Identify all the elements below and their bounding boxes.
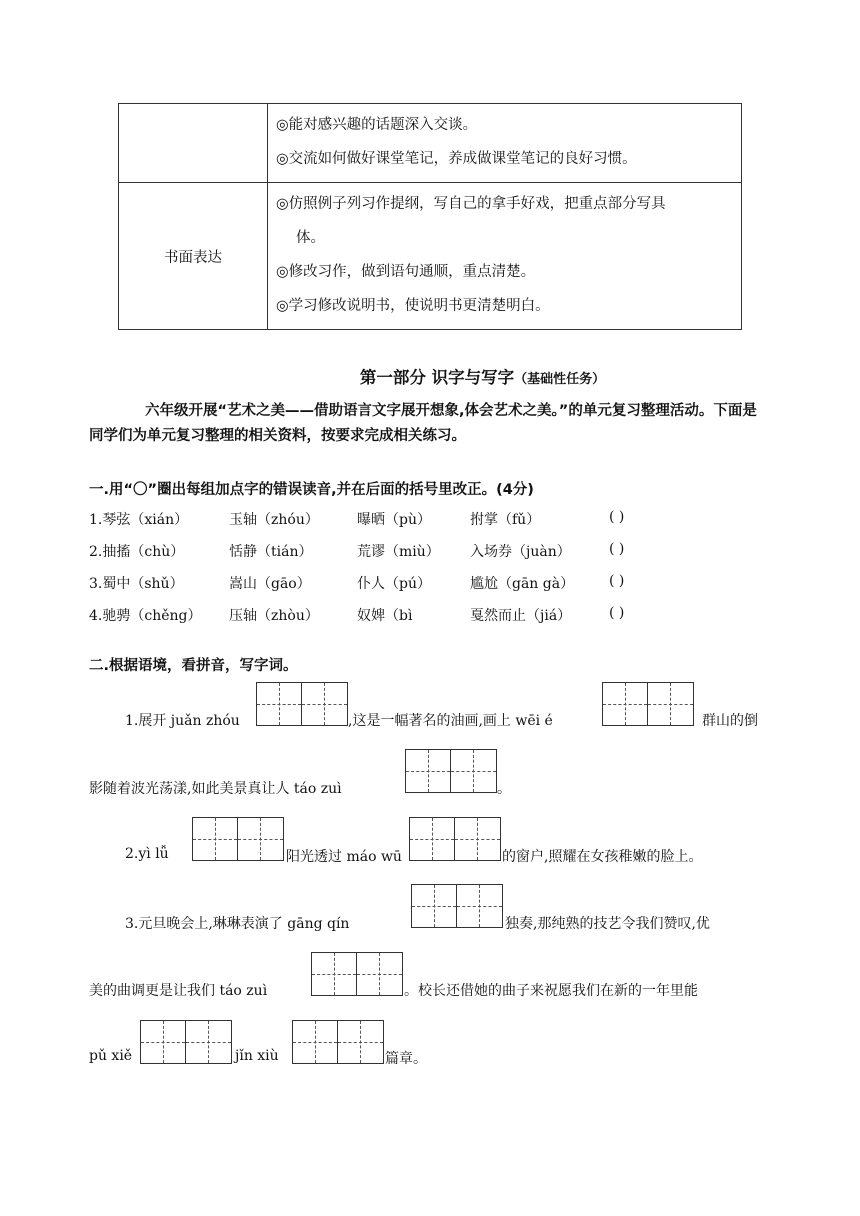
tianzige-writing-grid[interactable] [292,1020,384,1064]
q1-heading: 一.用“〇”圈出每组加点字的错误读音,并在后面的括号里改正。(4分) [89,482,534,498]
q1-item: 拊掌（fǔ） [470,512,541,528]
goal-item: ◎修改习作，做到语句通顺，重点清楚。 [276,264,536,280]
table-row [119,183,742,330]
q2-text: 。 [497,781,511,797]
q2-text: 的窗户,照耀在女孩稚嫩的脸上。 [502,849,703,865]
section-subtitle: （基础性任务） [514,372,606,387]
q2-text: 3.元旦晚会上,琳琳表演了 gāng qín [125,916,350,932]
section-title-text: 第一部分 识字与写字 [359,368,515,387]
q1-item: 仆人（pú） [357,576,431,592]
goal-item: ◎交流如何做好课堂笔记，养成做课堂笔记的良好习惯。 [276,151,637,167]
q2-text: pǔ xiě [89,1048,133,1064]
table-row [119,104,742,183]
q1-item: 荒谬（miù） [357,544,440,560]
tianzige-writing-grid[interactable] [192,817,284,861]
goal-item: ◎学习修改说明书，使说明书更清楚明白。 [276,298,550,314]
q1-item: 1.琴弦（xián） [89,512,189,528]
q2-text: ,这是一幅著名的油画,画上 wēi é [348,713,553,729]
section-title [0,364,860,388]
q2-text: jǐn xiù [235,1048,279,1064]
section-intro: 六年级开展“艺术之美——借助语言文字展开想象,体会艺术之美。”的单元复习整理活动。下面是同学们为单元复习整理的相关资料，按要求完成相关练习。 [89,403,757,444]
q2-text: 阳光透过 máo wū [286,849,402,865]
table-category [119,104,268,183]
goals-table [118,103,742,330]
tianzige-writing-grid[interactable] [409,817,501,861]
q2-text: 篇章。 [385,1051,427,1067]
q2-text: 影随着波光荡漾,如此美景真让人 táo zuì [89,781,342,797]
q2-text: 1.展开 juǎn zhóu [125,713,240,729]
q2-text: 群山的倒 [702,713,758,729]
q1-item: 戛然而止（jiá） [470,608,572,624]
q1-item: 4.驰骋（chěng） [89,608,202,624]
answer-parentheses[interactable]: ( ) [609,605,625,621]
q2-text: 独奏,那纯熟的技艺令我们赞叹,优 [505,916,710,932]
q1-item: 3.蜀中（shǔ） [89,576,184,592]
answer-parentheses[interactable]: ( ) [609,573,625,589]
q1-item: 压轴（zhòu） [229,608,319,624]
q1-item: 嵩山（gāo） [229,576,311,592]
tianzige-writing-grid[interactable] [311,952,403,996]
table-category: 书面表达 [119,183,268,330]
q1-item: 恬静（tián） [229,544,313,560]
tianzige-writing-grid[interactable] [411,884,503,928]
tianzige-writing-grid[interactable] [140,1020,232,1064]
tianzige-writing-grid[interactable] [405,749,497,793]
q2-text: 2.yì lǚ [125,846,169,862]
answer-parentheses[interactable]: ( ) [609,509,625,525]
q2-text: 美的曲调更是让我们 táo zuì [89,983,268,999]
q1-item: 曝晒（pù） [357,512,431,528]
goal-item: ◎能对感兴趣的话题深入交谈。 [276,117,478,133]
goal-item: 体。 [296,230,325,246]
answer-parentheses[interactable]: ( ) [609,541,625,557]
q1-item: 2.抽搐（chù） [89,544,185,560]
q2-text: 。校长还借她的曲子来祝愿我们在新的一年里能 [404,983,698,999]
q1-item: 玉轴（zhóu） [229,512,319,528]
q1-item: 入场券（juàn） [470,544,571,560]
tianzige-writing-grid[interactable] [256,682,348,726]
goal-item: ◎仿照例子列习作提纲，写自己的拿手好戏，把重点部分写具 [276,196,666,212]
q2-heading: 二.根据语境，看拼音，写字词。 [89,658,298,674]
tianzige-writing-grid[interactable] [602,682,694,726]
q1-item: 尴尬（gān gà） [470,576,575,592]
q1-item: 奴婢（bì [357,608,413,624]
